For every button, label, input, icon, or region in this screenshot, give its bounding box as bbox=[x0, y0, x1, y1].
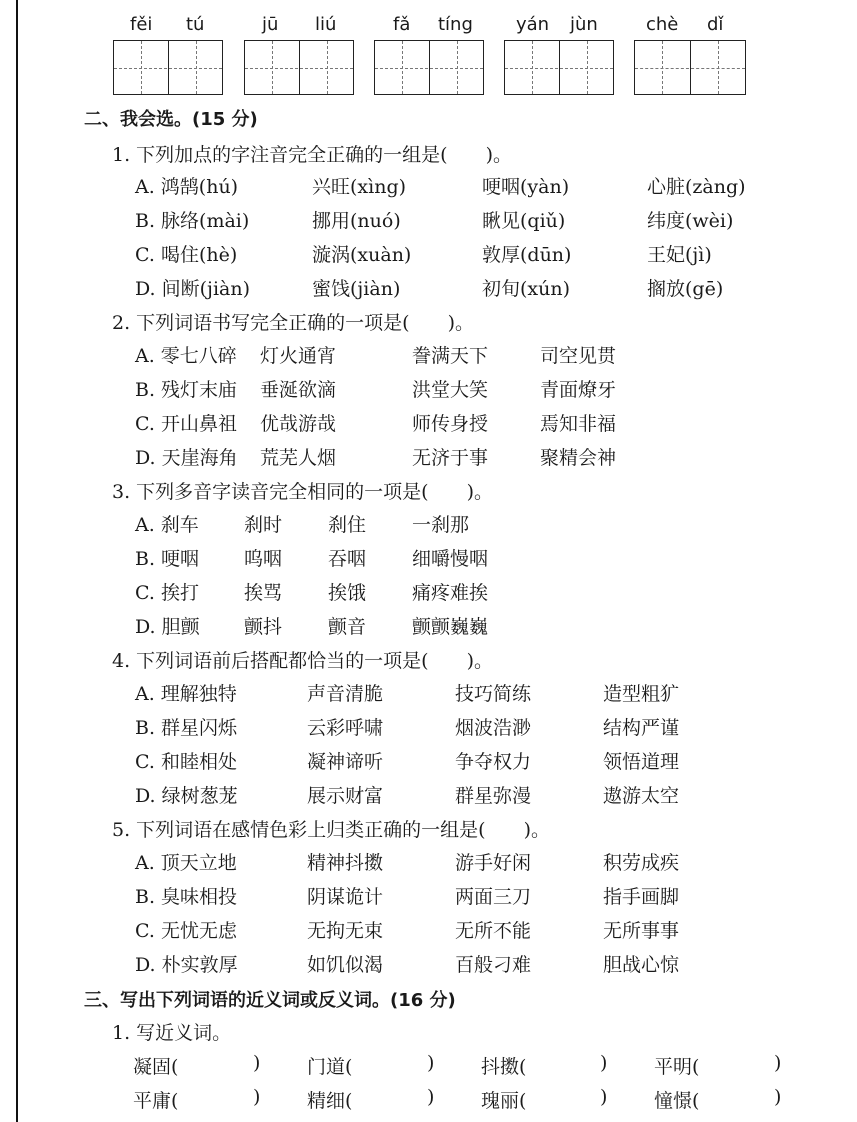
synonym-answer-5[interactable]: ) bbox=[253, 1086, 261, 1108]
synonym-word-7: 瑰丽( bbox=[481, 1090, 527, 1112]
pinyin-4b: jùn bbox=[570, 14, 598, 35]
q1-b-2: 挪用(nuó) bbox=[312, 210, 401, 232]
q1-d-4: 搁放(gē) bbox=[647, 278, 724, 300]
q3-d-1[interactable]: D. 胆颤 bbox=[135, 616, 200, 638]
q3-b-1[interactable]: B. 哽咽 bbox=[135, 548, 200, 570]
q1-b-4: 纬度(wèi) bbox=[647, 210, 734, 232]
q5-b-4: 指手画脚 bbox=[603, 886, 680, 908]
q4-c-4: 领悟道理 bbox=[603, 751, 680, 773]
q1-a-2: 兴旺(xìng) bbox=[312, 176, 407, 198]
q2-c-4: 焉知非福 bbox=[540, 413, 617, 435]
section-3-title: 三、写出下列词语的近义词或反义词。(16 分) bbox=[84, 990, 456, 1011]
q2-a-1[interactable]: A. 零七八碎 bbox=[135, 345, 237, 367]
q1-c-3: 敦厚(dūn) bbox=[482, 244, 572, 266]
q4-c-3: 争夺权力 bbox=[455, 751, 532, 773]
q5-c-1[interactable]: C. 无忧无虑 bbox=[135, 920, 237, 942]
question-1-stem: 1. 下列加点的字注音完全正确的一组是( )。 bbox=[112, 144, 512, 166]
q5-c-2: 无拘无束 bbox=[307, 920, 384, 942]
question-5-stem: 5. 下列词语在感情色彩上归类正确的一组是( )。 bbox=[112, 819, 550, 841]
q3-d-2: 颤抖 bbox=[244, 616, 283, 638]
q5-d-1[interactable]: D. 朴实敦厚 bbox=[135, 954, 238, 976]
q5-d-4: 胆战心惊 bbox=[603, 954, 680, 976]
synonym-answer-2[interactable]: ) bbox=[427, 1052, 435, 1074]
q2-d-3: 无济于事 bbox=[412, 447, 489, 469]
synonym-word-3: 抖擞( bbox=[481, 1056, 527, 1078]
pinyin-5b: dǐ bbox=[707, 14, 724, 35]
q5-b-2: 阴谋诡计 bbox=[307, 886, 384, 908]
page-margin-line bbox=[16, 0, 18, 1122]
q1-d-2: 蜜饯(jiàn) bbox=[312, 278, 401, 300]
q2-d-4: 聚精会神 bbox=[540, 447, 617, 469]
writing-grid-3[interactable] bbox=[374, 40, 484, 95]
q4-c-2: 凝神谛听 bbox=[307, 751, 384, 773]
q2-c-2: 优哉游哉 bbox=[260, 413, 337, 435]
pinyin-1b: tú bbox=[186, 14, 205, 35]
q5-a-2: 精神抖擞 bbox=[307, 852, 384, 874]
q3-a-1[interactable]: A. 刹车 bbox=[135, 514, 199, 536]
q3-b-2: 呜咽 bbox=[244, 548, 283, 570]
q2-d-1[interactable]: D. 天崖海角 bbox=[135, 447, 238, 469]
writing-grid-1[interactable] bbox=[113, 40, 223, 95]
synonym-answer-3[interactable]: ) bbox=[600, 1052, 608, 1074]
section-3-sub1: 1. 写近义词。 bbox=[112, 1022, 232, 1044]
q1-b-1[interactable]: B. 脉络(mài) bbox=[135, 210, 250, 232]
synonym-answer-4[interactable]: ) bbox=[774, 1052, 782, 1074]
q1-c-2: 漩涡(xuàn) bbox=[312, 244, 412, 266]
q1-b-3: 瞅见(qiǔ) bbox=[482, 210, 566, 232]
q1-c-4: 王妃(jì) bbox=[647, 244, 712, 266]
q1-a-1[interactable]: A. 鸿鹄(hú) bbox=[135, 176, 239, 198]
q4-a-4: 造型粗犷 bbox=[603, 683, 680, 705]
q2-a-4: 司空见贯 bbox=[540, 345, 617, 367]
q4-a-2: 声音清脆 bbox=[307, 683, 384, 705]
q2-c-3: 师传身授 bbox=[412, 413, 489, 435]
q5-c-3: 无所不能 bbox=[455, 920, 532, 942]
q2-b-2: 垂涎欲滴 bbox=[260, 379, 337, 401]
q2-a-2: 灯火通宵 bbox=[260, 345, 337, 367]
synonym-word-6: 精细( bbox=[307, 1090, 353, 1112]
q2-b-1[interactable]: B. 残灯末庙 bbox=[135, 379, 238, 401]
synonym-answer-7[interactable]: ) bbox=[600, 1086, 608, 1108]
q1-d-1[interactable]: D. 间断(jiàn) bbox=[135, 278, 250, 300]
question-4-stem: 4. 下列词语前后搭配都恰当的一项是( )。 bbox=[112, 650, 493, 672]
pinyin-2a: jū bbox=[262, 14, 279, 35]
q2-c-1[interactable]: C. 开山鼻祖 bbox=[135, 413, 237, 435]
pinyin-4a: yán bbox=[516, 14, 550, 35]
q1-a-4: 心脏(zàng) bbox=[647, 176, 746, 198]
pinyin-3a: fǎ bbox=[393, 14, 411, 35]
synonym-word-8: 憧憬( bbox=[654, 1090, 700, 1112]
q2-d-2: 荒芜人烟 bbox=[260, 447, 337, 469]
q4-d-3: 群星弥漫 bbox=[455, 785, 532, 807]
synonym-word-2: 门道( bbox=[307, 1056, 353, 1078]
q5-a-3: 游手好闲 bbox=[455, 852, 532, 874]
pinyin-5a: chè bbox=[646, 14, 679, 35]
q3-b-3: 吞咽 bbox=[328, 548, 367, 570]
synonym-word-5: 平庸( bbox=[133, 1090, 179, 1112]
section-2-title: 二、我会选。(15 分) bbox=[84, 109, 258, 130]
writing-grid-2[interactable] bbox=[244, 40, 354, 95]
q4-b-4: 结构严谨 bbox=[603, 717, 680, 739]
q1-d-3: 初旬(xún) bbox=[482, 278, 571, 300]
q4-d-2: 展示财富 bbox=[307, 785, 384, 807]
q2-b-3: 洪堂大笑 bbox=[412, 379, 489, 401]
synonym-answer-1[interactable]: ) bbox=[253, 1052, 261, 1074]
q1-a-3: 哽咽(yàn) bbox=[482, 176, 570, 198]
pinyin-1a: fěi bbox=[130, 14, 153, 35]
q4-a-3: 技巧简练 bbox=[455, 683, 532, 705]
synonym-word-4: 平明( bbox=[654, 1056, 700, 1078]
question-3-stem: 3. 下列多音字读音完全相同的一项是( )。 bbox=[112, 481, 493, 503]
q2-a-3: 誊满天下 bbox=[412, 345, 489, 367]
q3-c-1[interactable]: C. 挨打 bbox=[135, 582, 199, 604]
writing-grid-4[interactable] bbox=[504, 40, 614, 95]
question-2-stem: 2. 下列词语书写完全正确的一项是( )。 bbox=[112, 312, 474, 334]
q3-a-2: 刹时 bbox=[244, 514, 283, 536]
q3-b-4: 细嚼慢咽 bbox=[412, 548, 489, 570]
q3-a-4: 一刹那 bbox=[412, 514, 470, 536]
q5-d-2: 如饥似渴 bbox=[307, 954, 384, 976]
q1-c-1[interactable]: C. 喝住(hè) bbox=[135, 244, 238, 266]
q5-d-3: 百般刁难 bbox=[455, 954, 532, 976]
q4-b-1[interactable]: B. 群星闪烁 bbox=[135, 717, 238, 739]
q4-b-2: 云彩呼啸 bbox=[307, 717, 384, 739]
q2-b-4: 青面燎牙 bbox=[540, 379, 617, 401]
writing-grid-5[interactable] bbox=[634, 40, 746, 95]
q5-b-1[interactable]: B. 臭味相投 bbox=[135, 886, 238, 908]
q5-b-3: 两面三刀 bbox=[455, 886, 532, 908]
q3-d-4: 颤颤巍巍 bbox=[412, 616, 489, 638]
q3-c-4: 痛疼难挨 bbox=[412, 582, 489, 604]
q4-d-4: 遨游太空 bbox=[603, 785, 680, 807]
q5-c-4: 无所事事 bbox=[603, 920, 680, 942]
q4-d-1[interactable]: D. 绿树葱茏 bbox=[135, 785, 238, 807]
q5-a-1[interactable]: A. 顶天立地 bbox=[135, 852, 237, 874]
q3-d-3: 颤音 bbox=[328, 616, 367, 638]
q4-c-1[interactable]: C. 和睦相处 bbox=[135, 751, 237, 773]
pinyin-3b: tíng bbox=[438, 14, 473, 35]
synonym-answer-6[interactable]: ) bbox=[427, 1086, 435, 1108]
q3-c-2: 挨骂 bbox=[244, 582, 283, 604]
q3-a-3: 刹住 bbox=[328, 514, 367, 536]
q5-a-4: 积劳成疾 bbox=[603, 852, 680, 874]
pinyin-2b: liú bbox=[315, 14, 337, 35]
synonym-word-1: 凝固( bbox=[133, 1056, 179, 1078]
q4-a-1[interactable]: A. 理解独特 bbox=[135, 683, 237, 705]
q3-c-3: 挨饿 bbox=[328, 582, 367, 604]
q4-b-3: 烟波浩渺 bbox=[455, 717, 532, 739]
synonym-answer-8[interactable]: ) bbox=[774, 1086, 782, 1108]
